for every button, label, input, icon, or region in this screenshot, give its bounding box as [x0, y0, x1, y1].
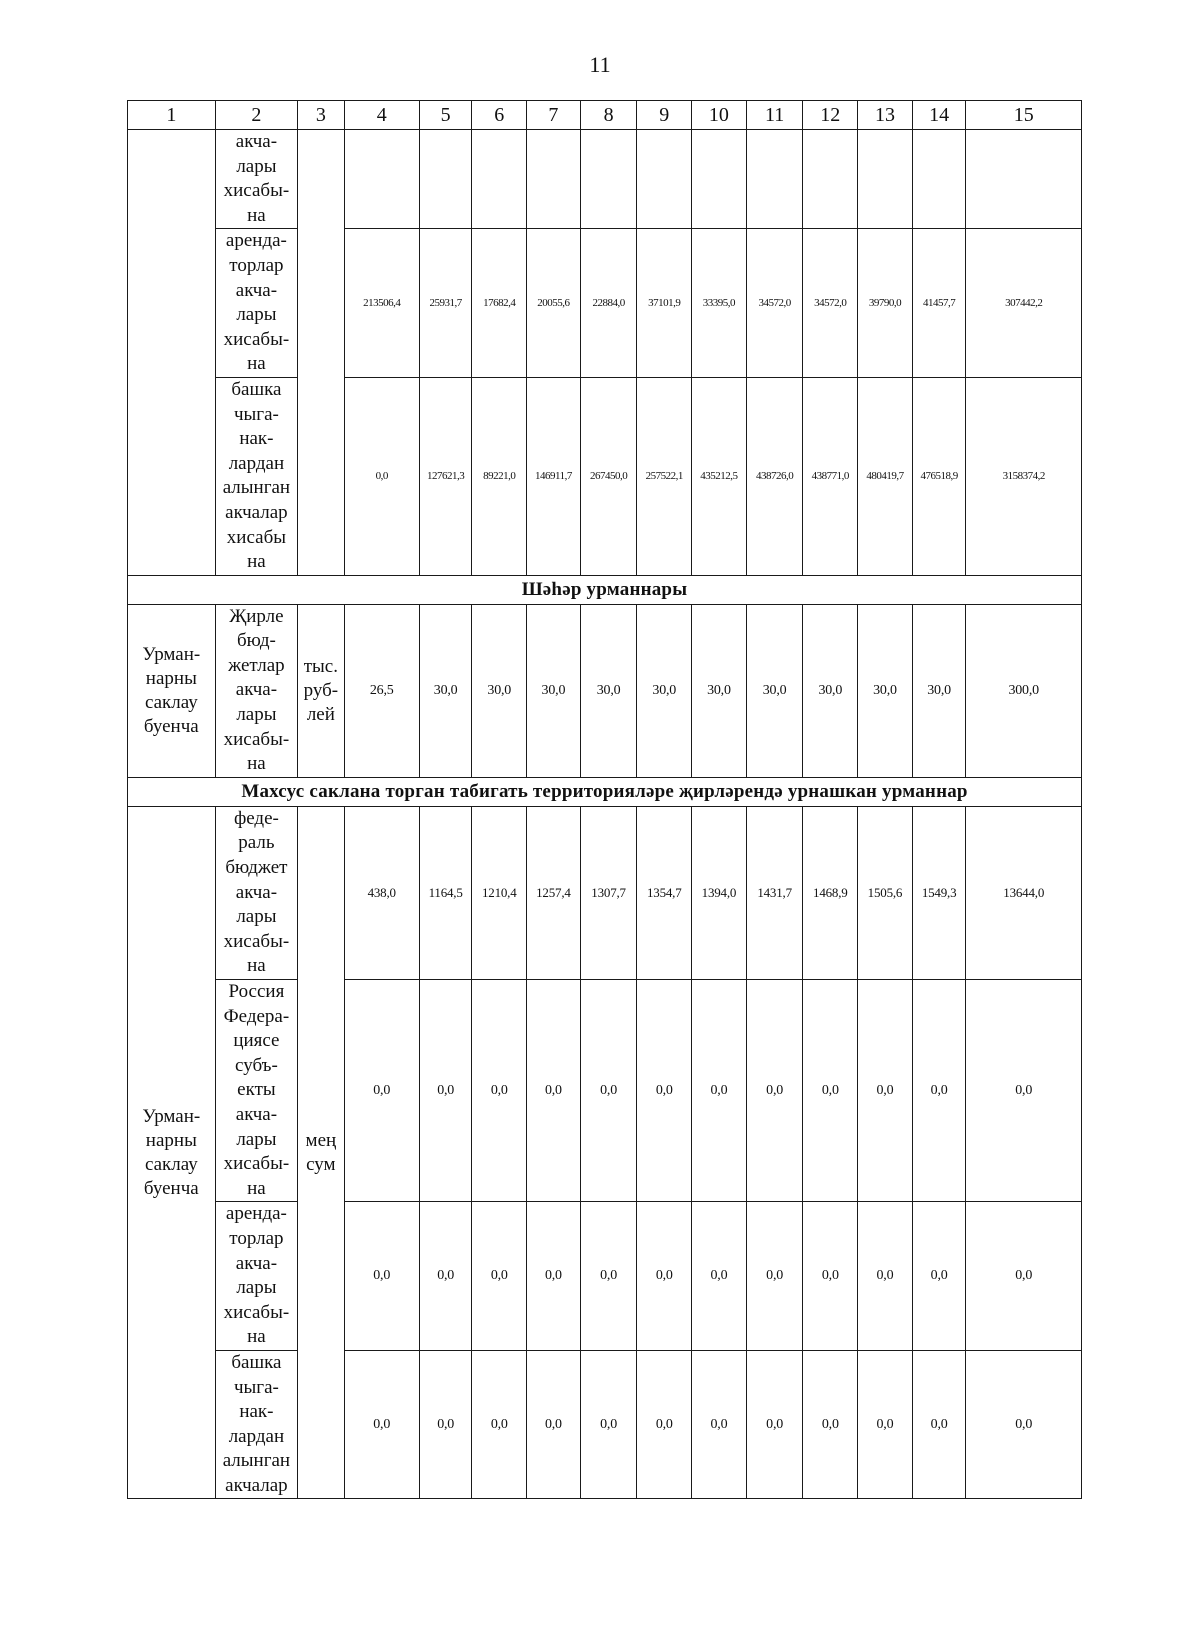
- header-cell: 13: [858, 101, 913, 130]
- value-cell: 438726,0: [746, 377, 803, 575]
- header-cell: 4: [344, 101, 419, 130]
- value-cell: 0,0: [472, 1350, 527, 1499]
- source-cell: Җирле бюд- жетлар акча- лары хисабы- на: [215, 604, 298, 777]
- header-cell: 11: [746, 101, 803, 130]
- table-row: [128, 980, 1082, 1202]
- header-cell: 6: [472, 101, 527, 130]
- value-cell: 0,0: [419, 1202, 472, 1351]
- value-cell: 0,0: [912, 980, 966, 1202]
- value-cell: 0,0: [692, 1350, 747, 1499]
- value-cell: 480419,7: [858, 377, 913, 575]
- table-row: [128, 1202, 1082, 1351]
- value-cell: 0,0: [580, 980, 637, 1202]
- value-cell: 307442,2: [966, 229, 1082, 378]
- header-cell: 8: [580, 101, 637, 130]
- value-cell: 127621,3: [419, 377, 472, 575]
- value-cell: 0,0: [472, 1202, 527, 1351]
- header-cell: 10: [692, 101, 747, 130]
- value-cell: 13644,0: [966, 806, 1082, 979]
- value-cell: [580, 130, 637, 229]
- value-cell: 33395,0: [692, 229, 747, 378]
- header-cell: 2: [215, 101, 298, 130]
- value-cell: 0,0: [344, 980, 419, 1202]
- value-cell: 0,0: [344, 1350, 419, 1499]
- value-cell: 30,0: [580, 604, 637, 777]
- value-cell: [966, 130, 1082, 229]
- value-cell: 1354,7: [637, 806, 692, 979]
- activity-cell: Урман- нарны саклау буенча: [128, 806, 216, 1499]
- unit-cell: тыс. руб- лей: [298, 604, 344, 777]
- source-cell: акча- лары хисабы- на: [215, 130, 298, 229]
- value-cell: 146911,7: [527, 377, 581, 575]
- value-cell: [419, 130, 472, 229]
- value-cell: 0,0: [527, 1350, 581, 1499]
- value-cell: [803, 130, 858, 229]
- value-cell: 0,0: [419, 980, 472, 1202]
- header-cell: 5: [419, 101, 472, 130]
- value-cell: 0,0: [966, 1350, 1082, 1499]
- source-cell: аренда- торлар акча- лары хисабы- на: [215, 1202, 298, 1351]
- source-cell: аренда- торлар акча- лары хисабы- на: [215, 229, 298, 378]
- data-table: [127, 100, 1082, 1499]
- value-cell: 20055,6: [527, 229, 581, 378]
- value-cell: 1468,9: [803, 806, 858, 979]
- page-number: 11: [589, 52, 611, 77]
- value-cell: 438771,0: [803, 377, 858, 575]
- value-cell: [344, 130, 419, 229]
- value-cell: 17682,4: [472, 229, 527, 378]
- table-row: [128, 229, 1082, 378]
- value-cell: 0,0: [637, 980, 692, 1202]
- activity-cell: [128, 130, 216, 576]
- value-cell: [472, 130, 527, 229]
- value-cell: 26,5: [344, 604, 419, 777]
- value-cell: 34572,0: [803, 229, 858, 378]
- value-cell: 0,0: [746, 980, 803, 1202]
- value-cell: 1257,4: [527, 806, 581, 979]
- value-cell: 438,0: [344, 806, 419, 979]
- value-cell: [637, 130, 692, 229]
- value-cell: 0,0: [858, 1202, 913, 1351]
- value-cell: 0,0: [803, 1350, 858, 1499]
- value-cell: 0,0: [858, 980, 913, 1202]
- value-cell: 0,0: [692, 1202, 747, 1351]
- section-title: Шәһәр урманнары: [128, 575, 1082, 604]
- value-cell: 25931,7: [419, 229, 472, 378]
- value-cell: 1431,7: [746, 806, 803, 979]
- value-cell: 267450,0: [580, 377, 637, 575]
- header-cell: 1: [128, 101, 216, 130]
- value-cell: 0,0: [472, 980, 527, 1202]
- value-cell: 0,0: [637, 1350, 692, 1499]
- value-cell: 89221,0: [472, 377, 527, 575]
- value-cell: 34572,0: [746, 229, 803, 378]
- source-cell: башка чыга- нак- лардан алынган акчалар хисабы на: [215, 377, 298, 575]
- value-cell: 41457,7: [912, 229, 966, 378]
- value-cell: 476518,9: [912, 377, 966, 575]
- value-cell: 37101,9: [637, 229, 692, 378]
- table-row: [128, 130, 1082, 229]
- value-cell: 30,0: [912, 604, 966, 777]
- source-cell: феде- раль бюджет акча- лары хисабы- на: [215, 806, 298, 979]
- value-cell: 0,0: [966, 980, 1082, 1202]
- value-cell: 1549,3: [912, 806, 966, 979]
- header-cell: 12: [803, 101, 858, 130]
- value-cell: [746, 130, 803, 229]
- value-cell: 30,0: [692, 604, 747, 777]
- value-cell: [692, 130, 747, 229]
- value-cell: 30,0: [637, 604, 692, 777]
- value-cell: 257522,1: [637, 377, 692, 575]
- value-cell: 0,0: [344, 1202, 419, 1351]
- value-cell: [912, 130, 966, 229]
- value-cell: [858, 130, 913, 229]
- value-cell: 0,0: [746, 1350, 803, 1499]
- value-cell: 213506,4: [344, 229, 419, 378]
- value-cell: 1307,7: [580, 806, 637, 979]
- value-cell: 0,0: [344, 377, 419, 575]
- value-cell: 1505,6: [858, 806, 913, 979]
- value-cell: 22884,0: [580, 229, 637, 378]
- section-row: [128, 575, 1082, 604]
- value-cell: 0,0: [527, 980, 581, 1202]
- value-cell: 30,0: [472, 604, 527, 777]
- header-cell: 3: [298, 101, 344, 130]
- value-cell: 30,0: [419, 604, 472, 777]
- table-row: [128, 806, 1082, 979]
- value-cell: 0,0: [637, 1202, 692, 1351]
- header-cell: 15: [966, 101, 1082, 130]
- value-cell: 0,0: [746, 1202, 803, 1351]
- activity-cell: Урман- нарны саклау буенча: [128, 604, 216, 777]
- value-cell: 0,0: [858, 1350, 913, 1499]
- value-cell: 0,0: [580, 1202, 637, 1351]
- value-cell: [527, 130, 581, 229]
- value-cell: 1210,4: [472, 806, 527, 979]
- source-cell: башка чыга- нак- лардан алынган акчалар: [215, 1350, 298, 1499]
- value-cell: 30,0: [803, 604, 858, 777]
- header-cell: 7: [527, 101, 581, 130]
- header-cell: 9: [637, 101, 692, 130]
- value-cell: 30,0: [527, 604, 581, 777]
- table-row: [128, 377, 1082, 575]
- value-cell: 0,0: [966, 1202, 1082, 1351]
- value-cell: 39790,0: [858, 229, 913, 378]
- value-cell: 0,0: [803, 1202, 858, 1351]
- value-cell: 0,0: [803, 980, 858, 1202]
- value-cell: 300,0: [966, 604, 1082, 777]
- value-cell: 0,0: [527, 1202, 581, 1351]
- source-cell: Россия Федера- циясе субъ- екты акча- лары хисабы- на: [215, 980, 298, 1202]
- unit-cell: [298, 130, 344, 576]
- value-cell: 1394,0: [692, 806, 747, 979]
- header-row: [128, 101, 1082, 130]
- table-row: [128, 1350, 1082, 1499]
- value-cell: 0,0: [912, 1350, 966, 1499]
- value-cell: 1164,5: [419, 806, 472, 979]
- unit-cell: мең сум: [298, 806, 344, 1499]
- value-cell: 0,0: [912, 1202, 966, 1351]
- table-row: [128, 604, 1082, 777]
- header-cell: 14: [912, 101, 966, 130]
- value-cell: 435212,5: [692, 377, 747, 575]
- value-cell: 0,0: [580, 1350, 637, 1499]
- value-cell: 0,0: [419, 1350, 472, 1499]
- value-cell: 3158374,2: [966, 377, 1082, 575]
- value-cell: 30,0: [858, 604, 913, 777]
- value-cell: 30,0: [746, 604, 803, 777]
- value-cell: 0,0: [692, 980, 747, 1202]
- section-row: [128, 777, 1082, 806]
- section-title: Махсус саклана торган табигать территорияләре җирләрендә урнашкан урманнар: [128, 777, 1082, 806]
